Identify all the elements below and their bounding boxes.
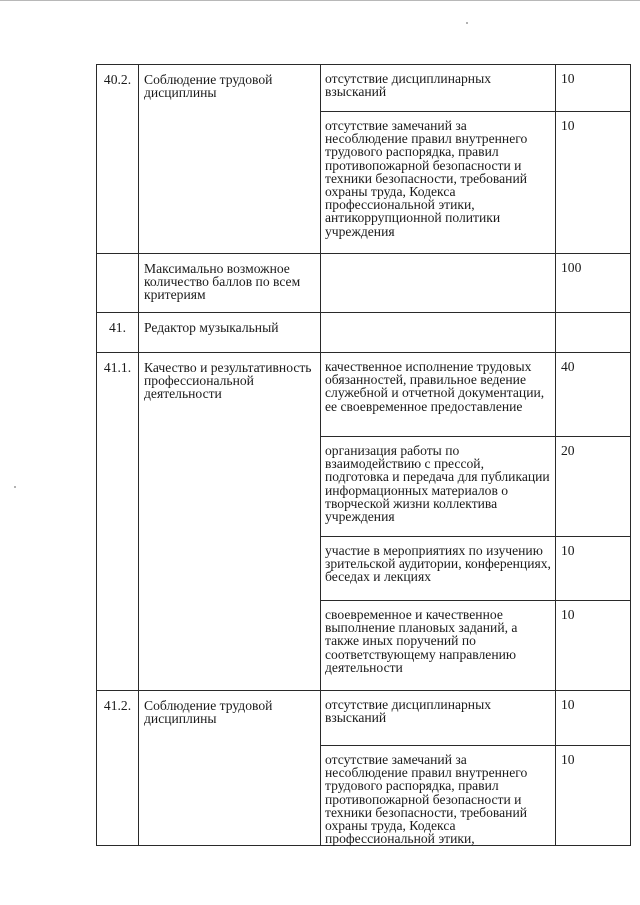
points-cell: [556, 746, 631, 846]
indicator-cell: [321, 353, 556, 437]
table-row: [97, 254, 631, 313]
criterion-name: Соблюдение трудовой дисциплины: [144, 72, 273, 101]
criterion-cell: [139, 353, 321, 691]
item-number-cell: [97, 254, 139, 313]
item-number: 40.2.: [103, 72, 132, 87]
indicator-text: [321, 313, 555, 320]
points-cell: [556, 601, 631, 691]
points-value: [556, 313, 630, 320]
table-row: [97, 353, 631, 437]
points-value: 10: [561, 71, 575, 86]
indicator-cell: [321, 601, 556, 691]
indicator-text: отсутствие замечаний за несоблюдение правил внутреннего трудового распорядка, правил противопожарной безопасности и техники безопасности, требований охраны труда, Кодекса профессиональной этики,: [325, 752, 528, 847]
item-number-cell: [97, 65, 139, 254]
criterion-cell: [139, 65, 321, 254]
indicator-text: качественное исполнение трудовых обязанностей, правильное ведение служебной и отчетной документации, ее своевременное предоставление: [325, 359, 545, 414]
criterion-name: Качество и результативность профессиональной деятельности: [144, 360, 312, 402]
indicator-cell: [321, 254, 556, 313]
criterion-cell: [139, 313, 321, 353]
scan-speck: [14, 486, 16, 488]
scan-speck: [466, 22, 468, 24]
table-row: [97, 65, 631, 112]
points-value: 10: [561, 543, 575, 558]
points-value: 10: [561, 697, 575, 712]
table-row: [97, 313, 631, 353]
indicator-text: организация работы по взаимодействию с прессой, подготовка и передача для публикации информационных материалов о творческой жизни коллектива учреждения: [325, 443, 550, 525]
points-value: 10: [561, 118, 575, 133]
points-cell: [556, 254, 631, 313]
points-cell: [556, 313, 631, 353]
points-cell: [556, 537, 631, 601]
criteria-table: [96, 64, 631, 846]
points-cell: [556, 437, 631, 537]
position-title: Редактор музыкальный: [144, 320, 279, 335]
points-cell: [556, 691, 631, 746]
item-number: 41.2.: [103, 698, 132, 713]
criterion-cell: [139, 691, 321, 846]
criterion-name: Соблюдение трудовой дисциплины: [144, 698, 273, 727]
points-cell: [556, 112, 631, 254]
indicator-text: участие в мероприятиях по изучению зрительской аудитории, конференциях, беседах и лекциях: [325, 543, 551, 585]
item-number: [97, 254, 138, 262]
indicator-cell: [321, 537, 556, 601]
points-value: 100: [561, 260, 582, 275]
points-value: 10: [561, 752, 575, 767]
points-cell: [556, 65, 631, 112]
item-number-cell: [97, 313, 139, 353]
indicator-cell: [321, 65, 556, 112]
item-number-cell: [97, 353, 139, 691]
item-number-cell: [97, 691, 139, 846]
indicator-text: своевременное и качественное выполнение плановых заданий, а также иных поручений по соответствующему направлению деятельности: [325, 607, 518, 675]
indicator-text: [321, 254, 555, 261]
table-row: [97, 691, 631, 746]
scan-edge-line: [0, 0, 640, 1]
indicator-text: отсутствие замечаний за несоблюдение правил внутреннего трудового распорядка, правил противопожарной безопасности и техники безопасности, требований охраны труда, Кодекса профессиональной этики, антикоррупционной политики учреждения: [325, 118, 528, 239]
indicator-text: отсутствие дисциплинарных взысканий: [325, 71, 491, 100]
item-number: 41.1.: [103, 360, 132, 375]
item-number: 41.: [109, 320, 126, 335]
points-cell: [556, 353, 631, 437]
indicator-cell: [321, 112, 556, 254]
criterion-name: Максимально возможное количество баллов по всем критериям: [144, 261, 301, 303]
points-value: 10: [561, 607, 575, 622]
indicator-text: отсутствие дисциплинарных взысканий: [325, 697, 491, 726]
indicator-cell: [321, 691, 556, 746]
indicator-cell: [321, 437, 556, 537]
indicator-cell: [321, 313, 556, 353]
points-value: 20: [561, 443, 575, 458]
indicator-cell: [321, 746, 556, 846]
criterion-cell: [139, 254, 321, 313]
points-value: 40: [561, 359, 575, 374]
